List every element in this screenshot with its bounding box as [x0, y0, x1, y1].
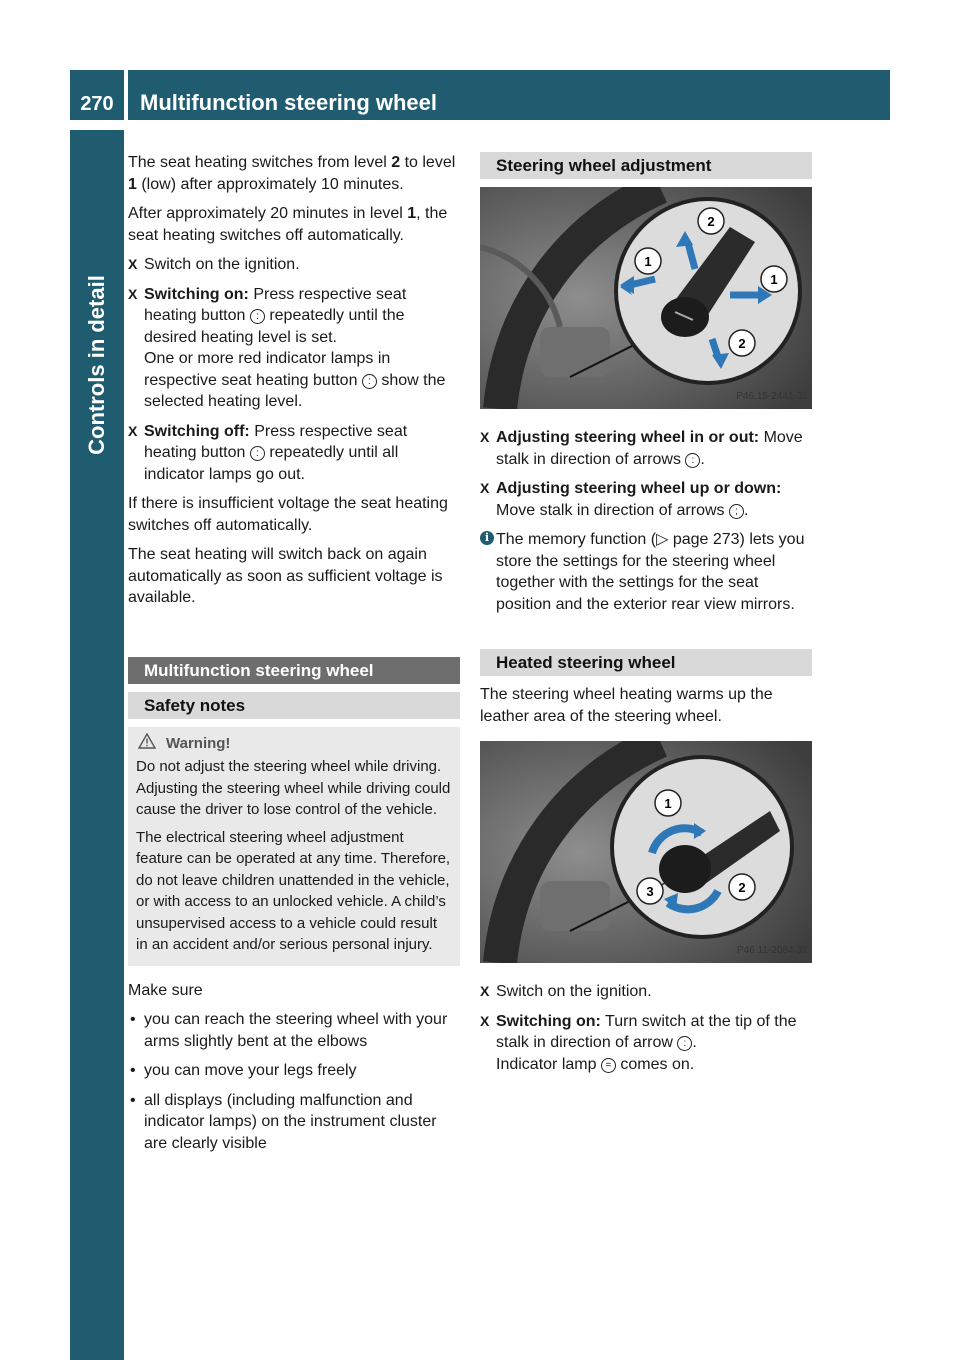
warning-triangle-icon: [138, 733, 156, 756]
step-switching-off: X Switching off: Press respective seat heating button : repeatedly until all indicator lamps go out.: [128, 422, 408, 483]
header-bar: [128, 70, 890, 120]
step-ignition: X Switch on the ignition.: [128, 254, 460, 276]
paragraph-insufficient-voltage: If there is insufficient voltage the seat heating switches off automatically.: [128, 495, 448, 534]
photo2-callout-3: 3: [646, 884, 654, 899]
photo2-code: P46.11-2084-31: [737, 944, 808, 956]
step-marker-icon: X: [480, 983, 490, 999]
right-column: [480, 152, 812, 1083]
bullet-icon: •: [130, 1091, 136, 1109]
list-item: • you can reach the steering wheel with your arms slightly bent at the elbows: [130, 1011, 448, 1050]
callout-1-icon: :: [250, 446, 265, 461]
step-marker-icon: X: [128, 422, 138, 439]
callout-1-icon: :: [677, 1036, 692, 1051]
step-marker-icon: X: [480, 429, 490, 445]
step-heating-on: X Switching on: Turn switch at the tip of the stalk in direction of arrow : . Indicator lamp = comes on.: [480, 1012, 797, 1073]
step-marker-icon: X: [128, 256, 138, 272]
photo1-callout-2b: 2: [738, 336, 746, 351]
page-number-box: [70, 70, 124, 120]
photo1-callout-1b: 1: [770, 272, 778, 287]
paragraph-level-switch: The seat heating switches from level 2 to level 1 (low) after approximately 10 minutes.: [128, 154, 456, 193]
bullet-icon: •: [130, 1011, 136, 1028]
photo1-callout-2a: 2: [707, 214, 715, 229]
paragraph-heating: The steering wheel heating warms up the leather area of the steering wheel.: [480, 686, 773, 725]
section-heading-heated: Heated steering wheel: [480, 649, 812, 676]
warning-title: Warning!: [166, 733, 452, 755]
warning-paragraph-2: The electrical steering wheel adjustment feature can be operated at any time. Therefore, do not leave children unattended in the vehicle, or with access to an unlocked vehicle. A child’s unsupervised access to a vehicle could result in an accident and/or serious personal injury.: [136, 828, 451, 953]
warning-paragraph-1: Do not adjust the steering wheel while driving. Adjusting the steering wheel while driving could cause the driver to lose control of the vehicle.: [136, 758, 451, 818]
side-tab: [70, 130, 124, 1360]
step-marker-icon: X: [480, 1012, 490, 1029]
paragraph-auto-off: After approximately 20 minutes in level 1, the seat heating switches off automatically.: [128, 205, 448, 244]
step-ignition-right: X Switch on the ignition.: [480, 981, 812, 1003]
step-switching-on: X Switching on: Press respective seat heating button : repeatedly until the desired heating level is set. One or more red indicator lamps in respective seat heating button : show the selected heating level.: [128, 285, 446, 410]
callout-1-icon: :: [250, 309, 265, 324]
page-title: Multifunction steering wheel: [140, 90, 438, 115]
step-adjust-in-out: X Adjusting steering wheel in or out: Move stalk in direction of arrows : .: [480, 429, 803, 468]
paragraph-switch-back-on: The seat heating will switch back on again automatically as soon as sufficient voltage is available.: [128, 546, 443, 606]
bullet-icon: •: [130, 1062, 136, 1079]
step-marker-icon: X: [128, 285, 138, 302]
section-heading-adjustment: Steering wheel adjustment: [480, 152, 812, 179]
side-tab-label: Controls in detail: [84, 275, 109, 455]
info-note-memory: i The memory function (▷ page 273) lets you store the settings for the steering wheel together with the settings for the seat position and the exterior rear view mirrors.: [480, 529, 812, 615]
page-ref-arrow-icon: ▷: [656, 531, 669, 548]
section-heading: Multifunction steering wheel: [128, 657, 460, 684]
callout-1-icon: :: [362, 374, 377, 389]
warning-box: [128, 727, 460, 966]
info-icon: i: [480, 531, 494, 545]
photo2-callout-1: 1: [664, 796, 672, 811]
photo2-callout-2: 2: [738, 880, 746, 895]
subsection-heading: Safety notes: [128, 692, 460, 719]
callout-1-icon: :: [685, 453, 700, 468]
left-column: [128, 152, 460, 1162]
list-item: • you can move your legs freely: [128, 1060, 460, 1082]
list-item: • all displays (including malfunction and indicator lamps) on the instrument cluster are clearly visible: [130, 1091, 437, 1152]
step-adjust-up-down: X Adjusting steering wheel up or down: Move stalk in direction of arrows ; .: [480, 480, 782, 519]
page-number: 270: [80, 93, 114, 115]
callout-3-icon: =: [601, 1058, 616, 1073]
heated-wheel-photo: [480, 741, 812, 963]
photo1-code: P46.15-2441-31: [736, 390, 808, 402]
step-marker-icon: X: [480, 480, 490, 496]
steering-adjustment-photo: [480, 187, 812, 409]
photo1-callout-1a: 1: [644, 254, 652, 269]
callout-2-icon: ;: [729, 504, 744, 519]
make-sure-label: Make sure: [128, 981, 203, 999]
